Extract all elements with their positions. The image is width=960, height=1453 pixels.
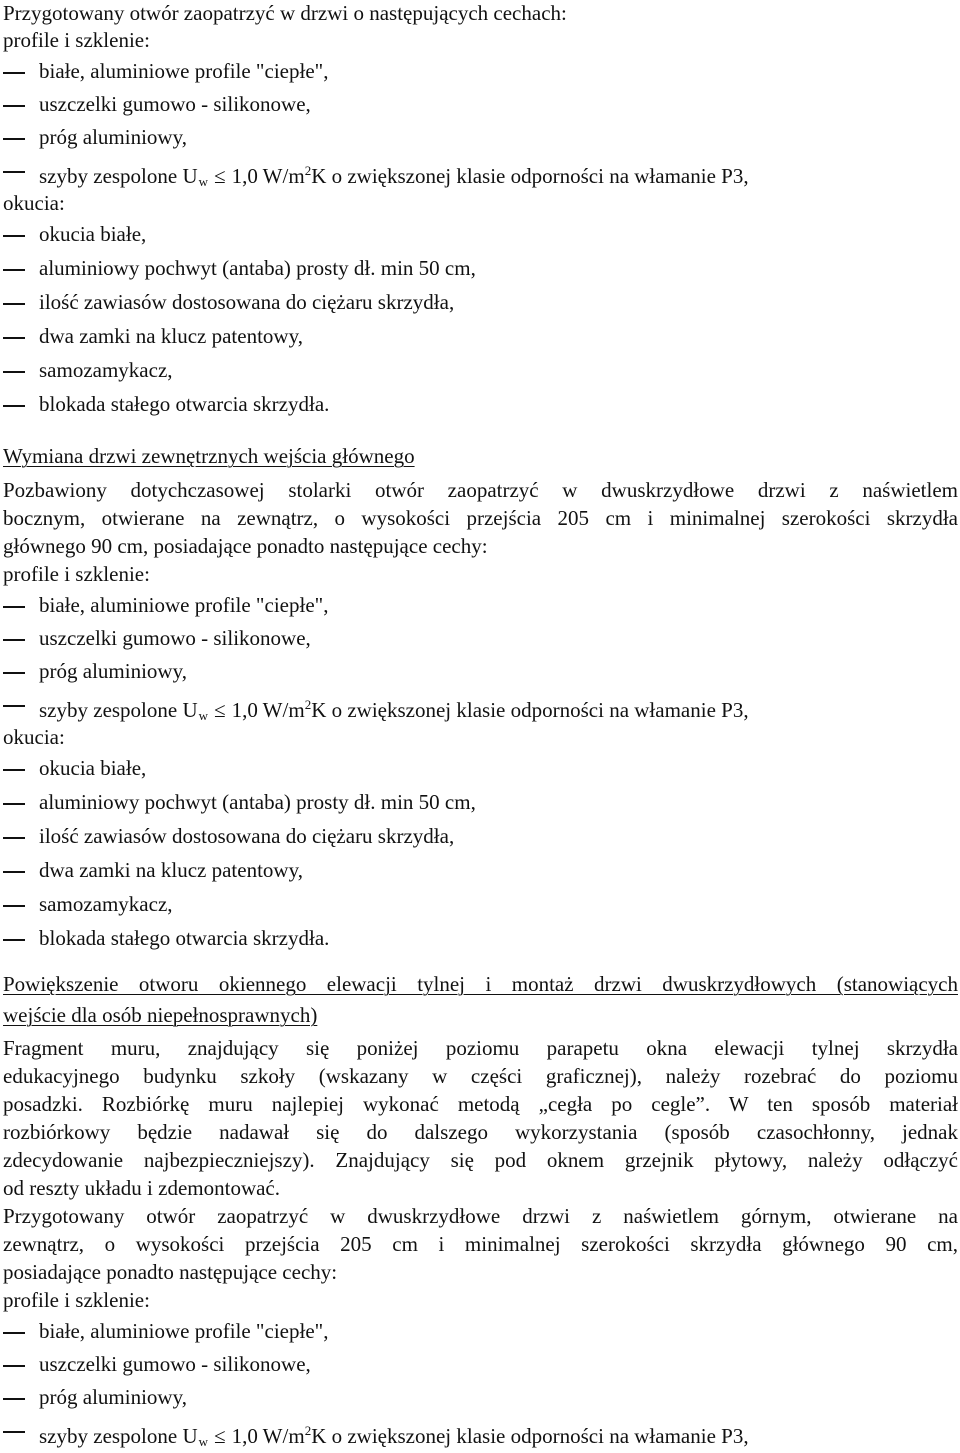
list-item: ilość zawiasów dostosowana do ciężaru skrzydła, — [39, 824, 455, 848]
paragraph-line: rozbiórkowy będzie nadawał się do dalszego wykorzystania (sposób czasochłonny, jednak — [3, 1120, 958, 1144]
paragraph-line: posadzki. Rozbiórkę muru najlepiej wykonać metodą „cegła po cegle”. W ten sposób materiał — [3, 1092, 958, 1116]
paragraph-line: bocznym, otwierane na zewnątrz, o wysokości przejścia 205 cm i minimalnej szerokości skrzydła — [3, 506, 958, 530]
paragraph-line: od reszty układu i zdemontować. — [3, 1176, 280, 1200]
list-item: okucia białe, — [39, 222, 147, 246]
list-item-glass: szyby zespolone $U_w \le 1,0$ $W/m^2K$ o zwiększonej klasie odporności na włamanie P3, — [39, 697, 749, 723]
list-item: okucia białe, — [39, 756, 147, 780]
list-item-glass: szyby zespolone $U_w \le 1,0$ $W/m^2K$ o zwiększonej klasie odporności na włamanie P3, — [39, 1423, 749, 1449]
paragraph-line: Fragment muru, znajdujący się poniżej poziomu parapetu okna elewacji tylnej skrzydła — [3, 1036, 958, 1060]
fittings-label: okucia: — [3, 725, 65, 749]
list-item: uszczelki gumowo - silikonowe, — [39, 626, 311, 650]
fittings-label: okucia: — [3, 191, 65, 215]
list-item: uszczelki gumowo - silikonowe, — [39, 92, 311, 116]
list-item: samozamykacz, — [39, 892, 173, 916]
list-item: próg aluminiowy, — [39, 125, 187, 149]
paragraph-line: Przygotowany otwór zaopatrzyć w dwuskrzydłowe drzwi z naświetlem górnym, otwierane na — [3, 1204, 958, 1228]
profiles-label: profile i szklenie: — [3, 1288, 150, 1312]
profiles-label: profile i szklenie: — [3, 28, 150, 52]
paragraph-line: posiadające ponadto następujące cechy: — [3, 1260, 338, 1284]
section-heading-cont: wejście dla osób niepełnosprawnych) — [3, 1003, 318, 1027]
paragraph-line: Pozbawiony dotychczasowej stolarki otwór zaopatrzyć w dwuskrzydłowe drzwi z naświetlem — [3, 478, 958, 502]
list-item: białe, aluminiowe profile "ciepłe", — [39, 593, 329, 617]
paragraph-line: głównego 90 cm, posiadające ponadto następujące cechy: — [3, 534, 488, 558]
list-item: próg aluminiowy, — [39, 659, 187, 683]
list-item: aluminiowy pochwyt (antaba) prosty dł. min 50 cm, — [39, 256, 476, 280]
list-item: białe, aluminiowe profile "ciepłe", — [39, 59, 329, 83]
list-item: ilość zawiasów dostosowana do ciężaru skrzydła, — [39, 290, 455, 314]
list-item: dwa zamki na klucz patentowy, — [39, 324, 303, 348]
paragraph-line: edukacyjnego budynku szkoły (wskazany w części graficznej), należy rozebrać do poziomu — [3, 1064, 958, 1088]
profiles-label: profile i szklenie: — [3, 562, 150, 586]
list-item: blokada stałego otwarcia skrzydła. — [39, 926, 330, 950]
section-heading: Powiększenie otworu okiennego elewacji tylnej i montaż drzwi dwuskrzydłowych (stanowiących — [3, 972, 958, 996]
section-heading: Wymiana drzwi zewnętrznych wejścia głównego — [3, 444, 415, 468]
list-item: aluminiowy pochwyt (antaba) prosty dł. min 50 cm, — [39, 790, 476, 814]
document-page — [3, 0, 958, 1453]
list-item: uszczelki gumowo - silikonowe, — [39, 1352, 311, 1376]
intro-line: Przygotowany otwór zaopatrzyć w drzwi o następujących cechach: — [3, 1, 567, 25]
paragraph-line: zdecydowanie najbezpieczniejszy). Znajdujący się pod oknem grzejnik płytowy, należy odłączyć — [3, 1148, 958, 1172]
list-item: blokada stałego otwarcia skrzydła. — [39, 392, 330, 416]
list-item: białe, aluminiowe profile "ciepłe", — [39, 1319, 329, 1343]
list-item: dwa zamki na klucz patentowy, — [39, 858, 303, 882]
list-item: próg aluminiowy, — [39, 1385, 187, 1409]
paragraph-line: zewnątrz, o wysokości przejścia 205 cm i minimalnej szerokości skrzydła głównego 90 cm, — [3, 1232, 958, 1256]
list-item: samozamykacz, — [39, 358, 173, 382]
list-item-glass: szyby zespolone $U_w \le 1,0$ $W/m^2K$ o zwiększonej klasie odporności na włamanie P3, — [39, 163, 749, 189]
